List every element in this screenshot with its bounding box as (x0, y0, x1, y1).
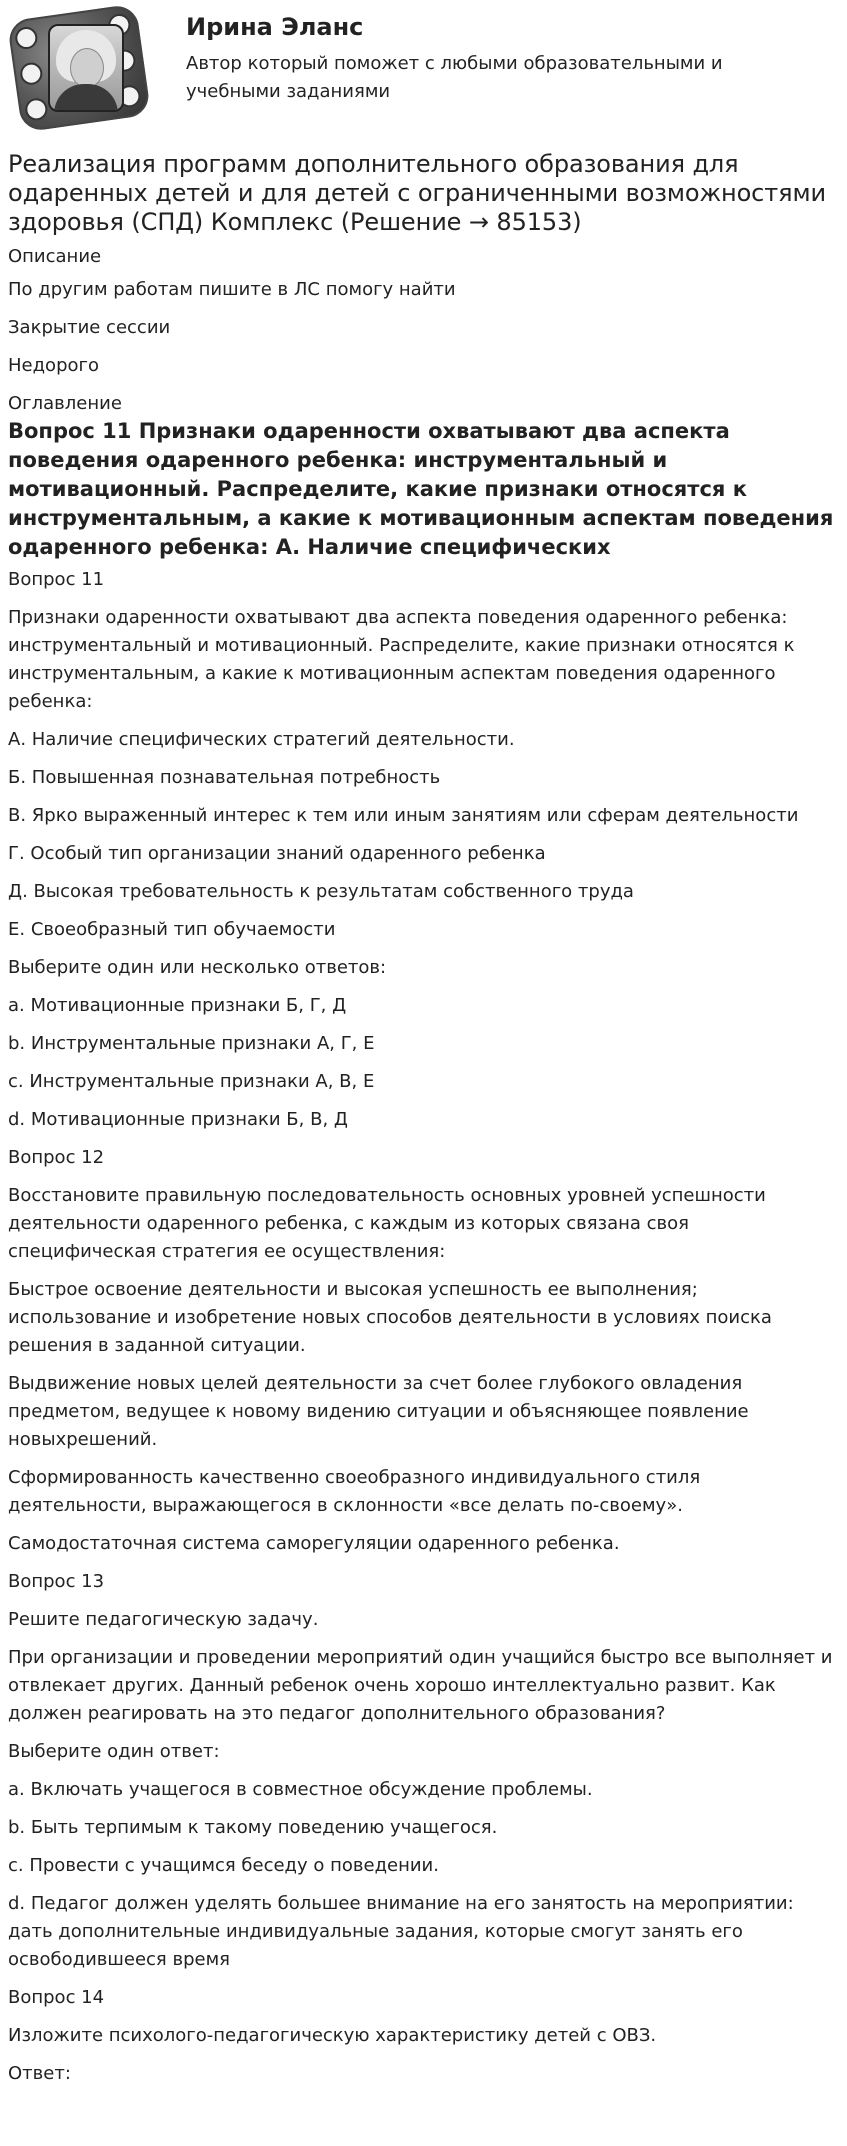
author-name[interactable]: Ирина Эланс (186, 13, 364, 41)
description-label: Описание (8, 246, 102, 267)
item-line: Б. Повышенная познавательная потребность (8, 767, 441, 788)
answer-option: c. Инструментальные признаки А, В, Е (8, 1071, 375, 1092)
item-line: Г. Особый тип организации знаний одаренного ребенка (8, 843, 546, 864)
description-line: По другим работам пишите в ЛС помогу найти (8, 279, 456, 300)
item-line: В. Ярко выраженный интерес к тем или иным занятиям или сферам деятельности (8, 805, 799, 826)
page-title: Реализация программ дополнительного образования для одаренных детей и для детей с ограниченными возможностями здоровья (СПД) Комплекс (Решение → 85153) (8, 150, 826, 236)
description-line: Недорого (8, 355, 99, 376)
avatar[interactable] (8, 6, 158, 136)
answer-option: b. Быть терпимым к такому поведению учащегося. (8, 1817, 498, 1838)
question-heading: Вопрос 14 (8, 1987, 105, 2008)
question-text: Изложите психолого-педагогическую характеристику детей с ОВЗ. (8, 2025, 657, 2046)
question-heading: Вопрос 11 (8, 569, 105, 590)
author-info (186, 0, 746, 106)
answer-option: a. Мотивационные признаки Б, Г, Д (8, 995, 347, 1016)
answer-option: a. Включать учащегося в совместное обсуждение проблемы. (8, 1779, 593, 1800)
question-text: Восстановите правильную последовательность основных уровней успешности деятельности одаренного ребенка, с каждым из которых связана своя специфическая стратегия ее осуществления: (8, 1185, 766, 1262)
item-line: Е. Своеобразный тип обучаемости (8, 919, 336, 940)
answer-label: Ответ: (8, 2063, 71, 2084)
toc-heading: Вопрос 11 Признаки одаренности охватывают два аспекта поведения одаренного ребенка: инструментальный и мотивационный. Распределите, какие признаки относятся к инструментальным, а какие к мотивационным аспектам поведения одаренного ребенка: А. Наличие специфических (8, 419, 834, 559)
question-text: При организации и проведении мероприятий один учащийся быстро все выполняет и отвлекает других. Данный ребенок очень хорошо интеллектуально развит. Как должен реагировать на это педагог дополнительного образования? (8, 1647, 833, 1724)
question-text: Признаки одаренности охватывают два аспекта поведения одаренного ребенка: инструментальный и мотивационный. Распределите, какие признаки относятся к инструментальным, а какие к мотивационным аспектам поведения одаренного ребенка: (8, 607, 795, 712)
author-description: Автор который поможет с любыми образовательными и учебными заданиями (186, 53, 723, 102)
reel-hole (24, 97, 49, 122)
answer-option: b. Инструментальные признаки А, Г, Е (8, 1033, 375, 1054)
portrait-photo (48, 24, 124, 112)
item-line: Выдвижение новых целей деятельности за счет более глубокого овладения предметом, ведущее к новому видению ситуации и объясняющее появление новыхрешений. (8, 1373, 749, 1450)
question-heading: Вопрос 12 (8, 1147, 105, 1168)
description-line: Закрытие сессии (8, 317, 171, 338)
item-line: Быстрое освоение деятельности и высокая успешность ее выполнения; использование и изобретение новых способов деятельности в условиях поиска решения в заданной ситуации. (8, 1279, 772, 1356)
item-line: А. Наличие специфических стратегий деятельности. (8, 729, 515, 750)
toc-label: Оглавление (8, 393, 122, 414)
answer-option: d. Мотивационные признаки Б, В, Д (8, 1109, 348, 1130)
reel-hole (14, 26, 39, 51)
question-text: Решите педагогическую задачу. (8, 1609, 319, 1630)
instruction-line: Выберите один ответ: (8, 1741, 220, 1762)
answer-option: c. Провести с учащимся беседу о поведении. (8, 1855, 439, 1876)
item-line: Д. Высокая требовательность к результатам собственного труда (8, 881, 634, 902)
item-line: Сформированность качественно своеобразного индивидуального стиля деятельности, выражающегося в склонности «все делать по-своему». (8, 1467, 701, 1516)
answer-option: d. Педагог должен уделять большее внимание на его занятость на мероприятии: дать дополнительные индивидуальные задания, которые смогут занять его освободившееся время (8, 1893, 794, 1970)
instruction-line: Выберите один или несколько ответов: (8, 957, 387, 978)
author-card (8, 0, 839, 132)
item-line: Самодостаточная система саморегуляции одаренного ребенка. (8, 1533, 620, 1554)
question-heading: Вопрос 13 (8, 1571, 105, 1592)
reel-hole (19, 61, 44, 86)
